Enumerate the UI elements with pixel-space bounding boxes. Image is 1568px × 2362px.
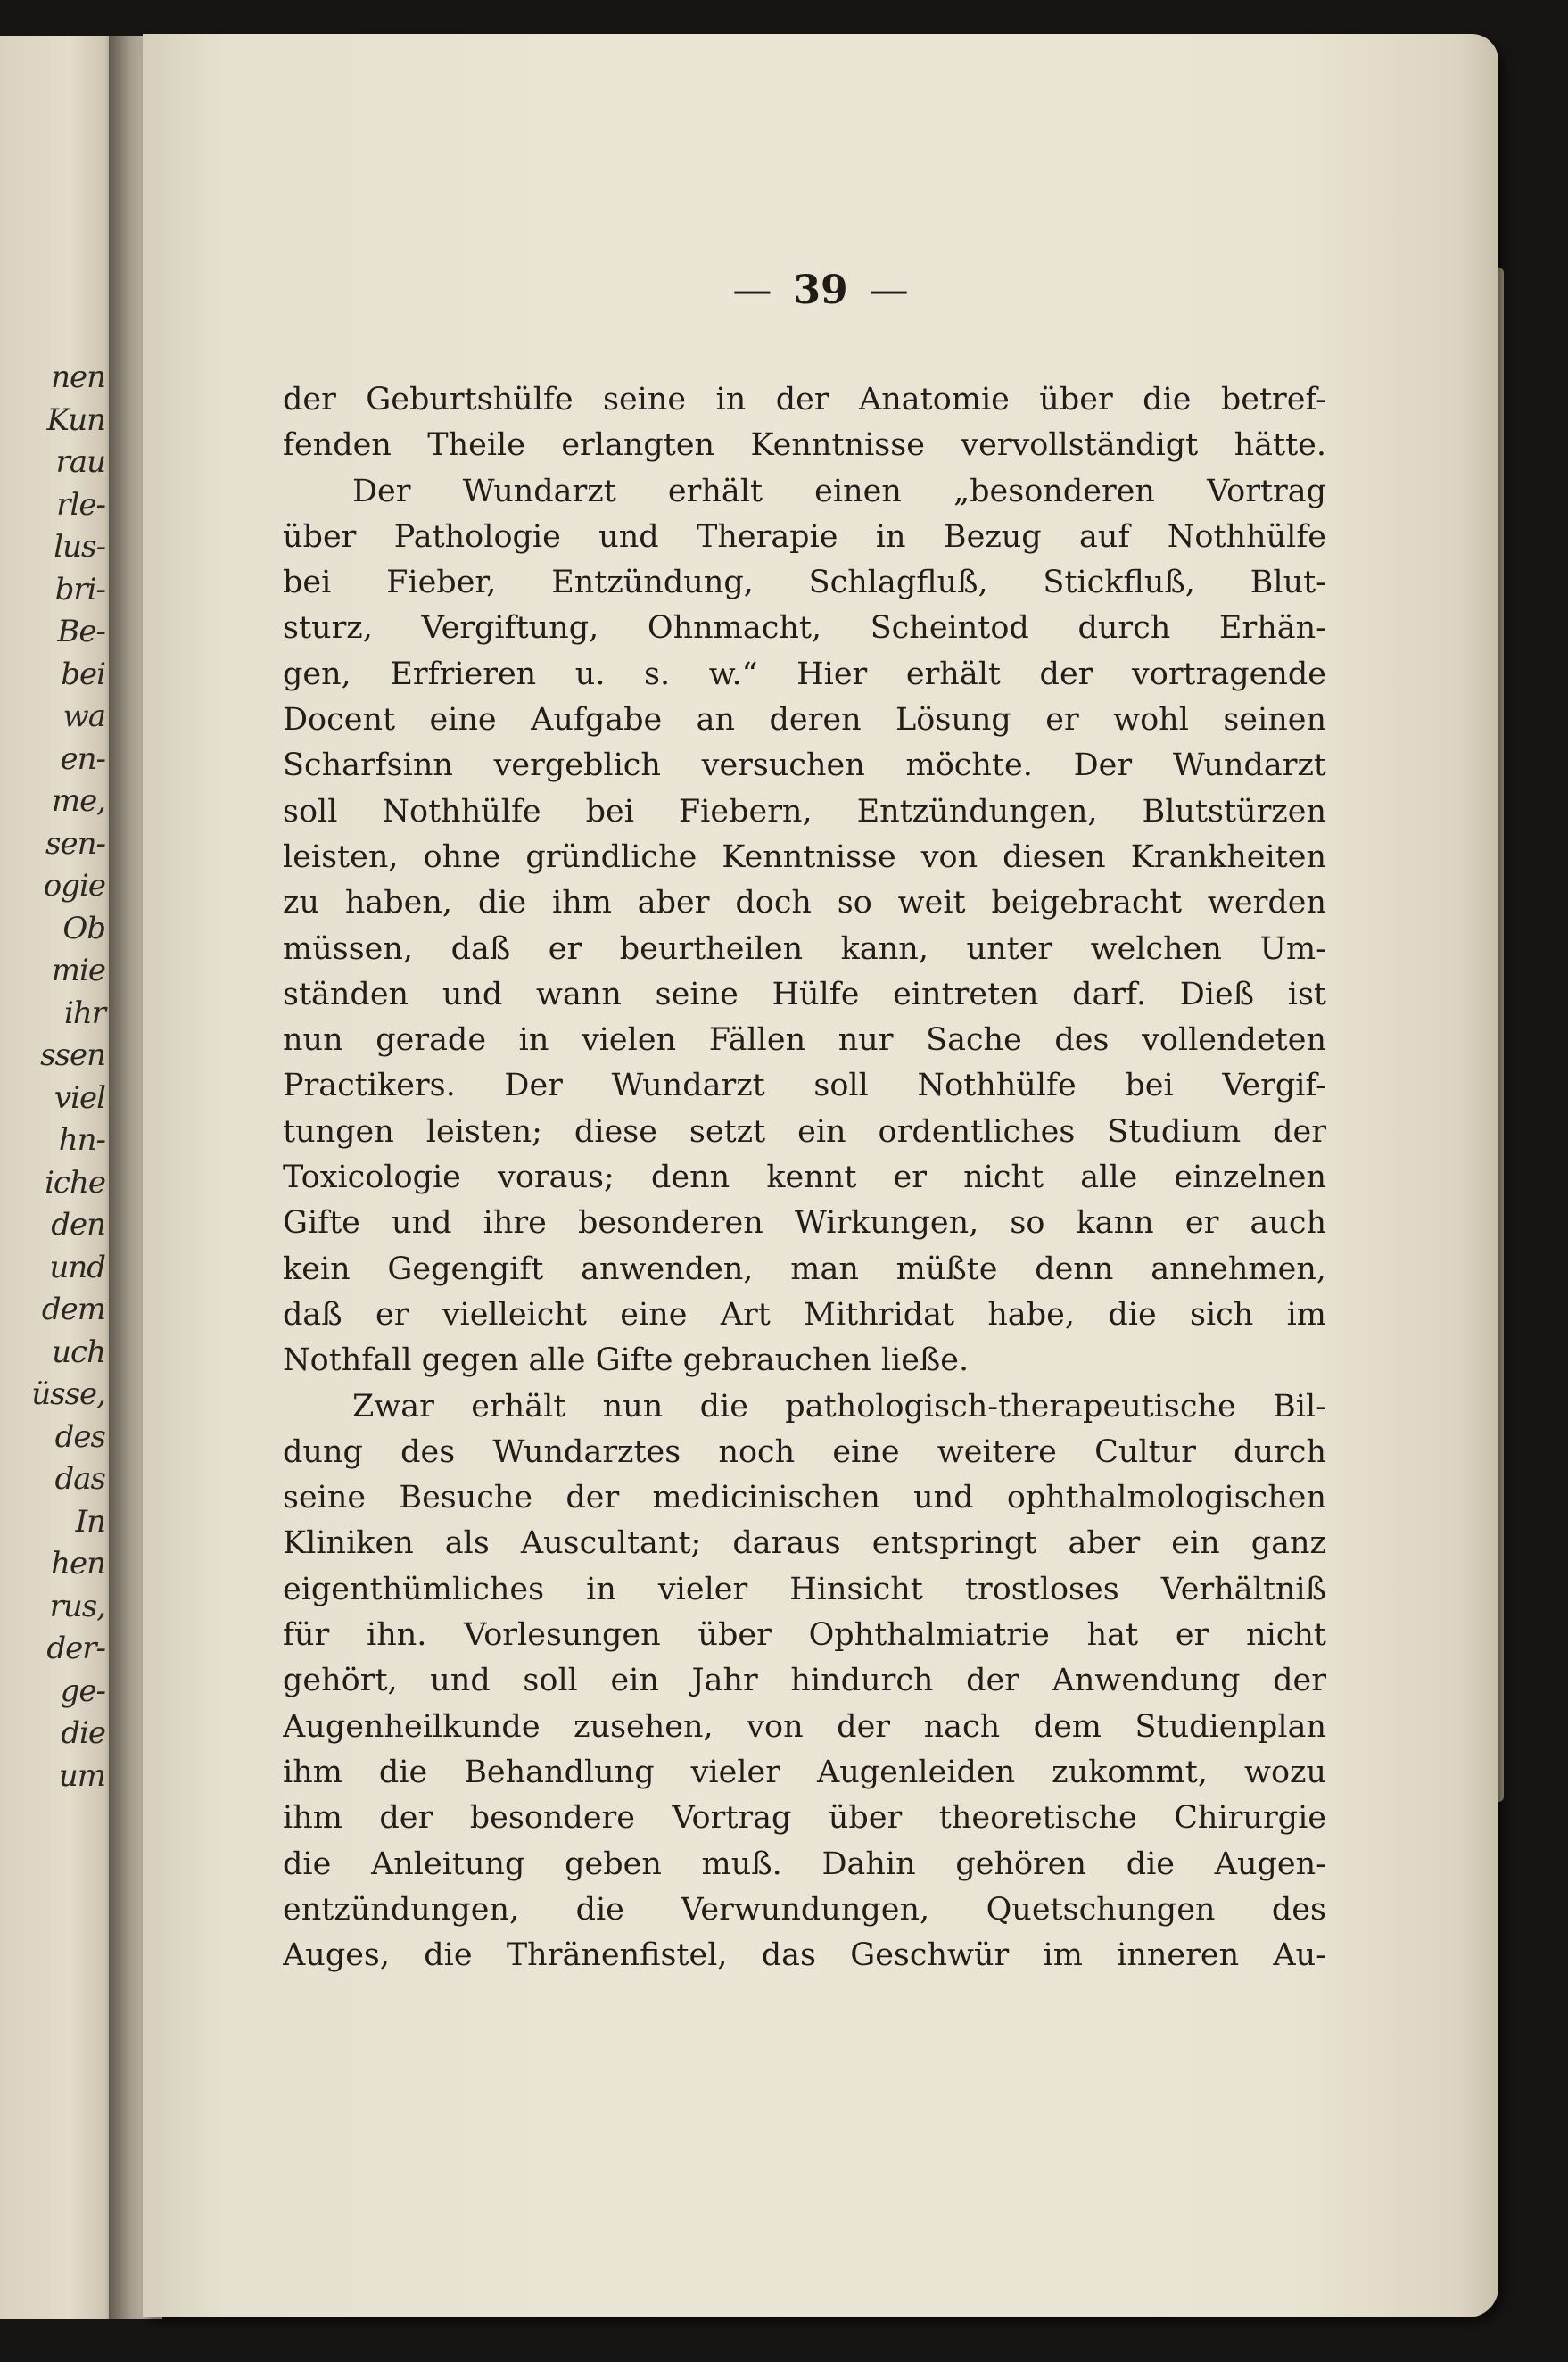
left-page-fragment: der-	[46, 1631, 105, 1666]
text-line: Practikers. Der Wundarzt soll Nothhülfe bei Vergif-	[283, 1068, 1326, 1104]
text-line: kein Gegengift anwenden, man müßte denn annehmen,	[283, 1251, 1326, 1287]
left-page-fragment: ge-	[60, 1672, 105, 1709]
text-line: tungen leisten; diese setzt ein ordentliches Studium der	[283, 1113, 1326, 1150]
text-line: die Anleitung geben muß. Dahin gehören die Augen-	[283, 1846, 1326, 1882]
left-page-fragment: rus,	[49, 1588, 105, 1624]
left-page-fragment: um	[58, 1757, 105, 1794]
text-line: Augenheilkunde zusehen, von der nach dem Studienplan	[283, 1708, 1326, 1745]
left-page-fragment: en-	[60, 740, 105, 777]
body-text	[283, 377, 1326, 1978]
left-page-fragment: üsse,	[31, 1376, 105, 1412]
left-page-fragment: des	[54, 1418, 105, 1455]
left-page-fragment: hen	[51, 1546, 105, 1582]
left-page-fragment: uch	[52, 1334, 105, 1370]
left-facing-page	[0, 36, 116, 2319]
text-line: leisten, ohne gründliche Kenntnisse von diesen Krankheiten	[283, 838, 1326, 875]
left-page-fragment: iche	[45, 1164, 105, 1201]
left-page-fragment: den	[51, 1207, 105, 1243]
text-line: müssen, daß er beurtheilen kann, unter welchen Um-	[283, 930, 1326, 967]
text-line: fenden Theile erlangten Kenntnisse vervollständigt hätte.	[283, 427, 1326, 464]
left-page-fragment: In	[75, 1503, 105, 1540]
left-page-fragment: das	[54, 1461, 105, 1497]
left-page-fragment: rle-	[56, 486, 105, 523]
text-line: für ihn. Vorlesungen über Ophthalmiatrie hat er nicht	[283, 1617, 1326, 1654]
left-page-fragment: und	[49, 1249, 105, 1285]
text-line: sturz, Vergiftung, Ohnmacht, Scheintod durch Erhän-	[283, 610, 1326, 647]
text-line: entzündungen, die Verwundungen, Quetschungen des	[283, 1891, 1326, 1928]
left-page-fragment: rau	[55, 444, 105, 480]
text-line: über Pathologie und Therapie in Bezug auf Nothhülfe	[283, 518, 1326, 555]
text-line: gen, Erfrieren u. s. w.“ Hier erhält der vortragende	[283, 656, 1326, 692]
left-page-fragment: die	[61, 1715, 105, 1751]
text-line: bei Fieber, Entzündung, Schlagfluß, Stickfluß, Blut-	[283, 565, 1326, 601]
left-page-fragment: hn-	[58, 1122, 105, 1158]
left-page-fragment: me,	[51, 783, 105, 819]
text-line: dung des Wundarztes noch eine weitere Cultur durch	[283, 1433, 1326, 1470]
text-line: gehört, und soll ein Jahr hindurch der Anwendung der	[283, 1663, 1326, 1699]
left-page-fragment: Ob	[62, 910, 105, 946]
text-line: der Geburtshülfe seine in der Anatomie über die betref-	[283, 382, 1326, 417]
text-line: Toxicologie voraus; denn kennt er nicht alle einzelnen	[283, 1160, 1326, 1196]
text-line: Der Wundarzt erhält einen „besonderen Vortrag	[352, 473, 1326, 509]
left-page-fragment: bei	[61, 656, 105, 692]
text-line: Kliniken als Auscultant; daraus entspringt aber ein ganz	[283, 1525, 1326, 1562]
left-page-fragment: dem	[41, 1292, 105, 1327]
text-line: Auges, die Thränenfistel, das Geschwür im inneren Au-	[283, 1937, 1326, 1974]
text-line: Zwar erhält nun die pathologisch-therapeutische Bil-	[352, 1388, 1326, 1425]
text-line: Scharfsinn vergeblich versuchen möchte. Der Wundarzt	[283, 747, 1326, 784]
header-dash-right: —	[869, 268, 909, 313]
left-page-text-fragments	[31, 357, 105, 1797]
header-dash-left: —	[732, 268, 772, 313]
text-line: seine Besuche der medicinischen und ophthalmologischen	[283, 1480, 1326, 1516]
page-number: 39	[793, 268, 848, 313]
text-line: ihm der besondere Vortrag über theoretische Chirurgie	[283, 1800, 1326, 1837]
left-page-fragment: viel	[54, 1079, 105, 1116]
left-page-fragment: mie	[51, 953, 105, 988]
left-page-fragment: ihr	[63, 995, 105, 1031]
text-line: daß er vielleicht eine Art Mithridat habe, die sich im	[283, 1296, 1326, 1333]
text-line: nun gerade in vielen Fällen nur Sache des vollendeten	[283, 1022, 1326, 1059]
text-line: eigenthümliches in vieler Hinsicht trostloses Verhältniß	[283, 1571, 1326, 1607]
left-page-fragment: lus-	[54, 529, 105, 565]
text-line: Nothfall gegen alle Gifte gebrauchen ließe.	[283, 1342, 970, 1379]
text-line: Docent eine Aufgabe an deren Lösung er wohl seinen	[283, 702, 1326, 739]
left-page-fragment: bri-	[54, 571, 105, 607]
left-page-fragment: ssen	[40, 1037, 105, 1073]
text-line: soll Nothhülfe bei Fiebern, Entzündungen, Blutstürzen	[283, 793, 1326, 830]
text-line: ihm die Behandlung vieler Augenleiden zukommt, wozu	[283, 1754, 1326, 1790]
text-line: Gifte und ihre besonderen Wirkungen, so kann er auch	[283, 1205, 1326, 1242]
right-page	[143, 34, 1498, 2317]
page-header	[143, 268, 1498, 313]
left-page-fragment: Be-	[57, 614, 105, 649]
left-page-fragment: ogie	[43, 868, 105, 904]
left-page-fragment: wa	[62, 698, 105, 734]
text-line: zu haben, die ihm aber doch so weit beigebracht werden	[283, 885, 1326, 921]
left-page-fragment: Kun	[46, 401, 105, 438]
text-line: ständen und wann seine Hülfe eintreten darf. Dieß ist	[283, 976, 1326, 1012]
left-page-fragment: nen	[51, 359, 105, 395]
left-page-fragment: sen-	[45, 825, 105, 862]
